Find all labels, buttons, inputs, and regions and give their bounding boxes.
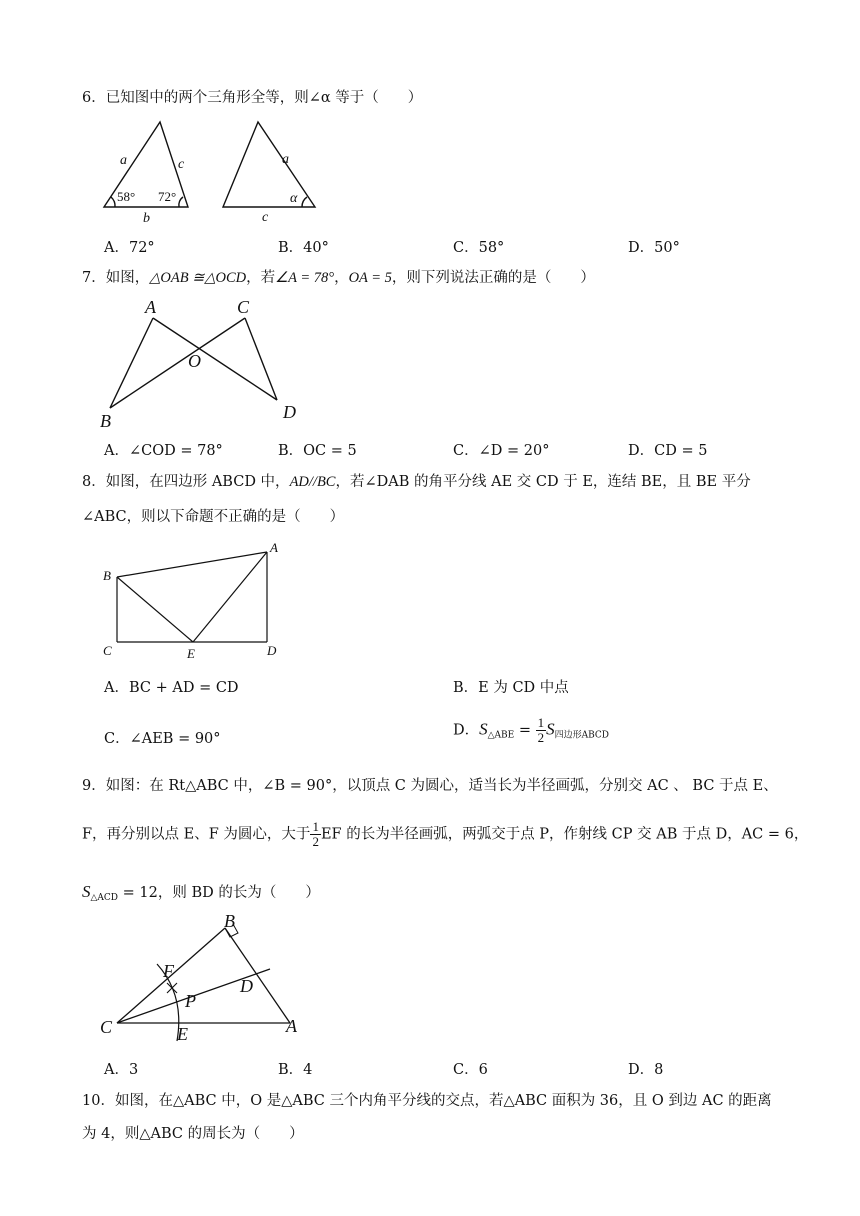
q6-label-c2: c [262, 210, 269, 225]
q6-arc-72 [179, 197, 183, 207]
q9-stem-line2: F，再分别以点 E、F 为圆心，大于 $\frac{1}{2}$ EF 的长为半径画弧，两弧交于点 P，作射线 CP 交 AB 于点 D，AC = 6， [82, 819, 809, 849]
q9-label-b: B [224, 915, 235, 931]
q6-option-a: A．72° [104, 240, 155, 256]
q7-congruence: △OAB ≅△OCD [149, 270, 247, 286]
q6-triangle-right [223, 122, 315, 207]
q9-label-a: A [286, 1016, 297, 1036]
q6-label-a2: a [282, 152, 289, 167]
q6-stem: 6．已知图中的两个三角形全等，则∠α 等于（ ） [82, 90, 423, 106]
q6-arc-58 [111, 197, 115, 207]
q9-label-c: C [100, 1017, 113, 1037]
q9-label-d: D [240, 976, 253, 996]
q7-stem: 7．如图，△OAB ≅△OCD，若∠A = 78°，OA = 5，则下列说法正确的是（ ） [82, 270, 595, 286]
q7-option-c: C．∠D = 20° [453, 443, 550, 459]
q8-option-c: C．∠AEB = 90° [104, 731, 221, 747]
q9-option-b: B．4 [278, 1062, 313, 1078]
q8-label-c: C [103, 643, 112, 658]
q7-option-a: A．∠COD = 78° [104, 443, 223, 459]
q6-label-58: 58° [117, 189, 136, 204]
q8-option-b: B．E 为 CD 中点 [453, 680, 569, 696]
q9-figure [95, 915, 320, 1050]
q6-label-a1: a [120, 153, 127, 168]
q9-stem-line1: 9．如图：在 Rt△ABC 中，∠B = 90°，以顶点 C 为圆心，适当长为半径画弧，分别交 AC 、 BC 于点 E、 [82, 778, 778, 794]
q8-label-b: B [103, 568, 111, 583]
q9-label-e: E [177, 1024, 188, 1044]
q6-label-72: 72° [158, 189, 177, 204]
q6-arc-alpha [302, 197, 307, 207]
q8-stem-line1: 8．如图，在四边形 ABCD 中，AD//BC，若∠DAB 的角平分线 AE 交 CD 于 E，连结 BE，且 BE 平分 [82, 474, 751, 490]
q6-option-d: D．50° [628, 240, 680, 256]
q6-option-c: C．58° [453, 240, 505, 256]
q7-option-d: D．CD = 5 [628, 443, 708, 459]
q7-label-d: D [283, 402, 296, 422]
q7-label-b: B [100, 411, 111, 431]
q7-label-o: O [188, 351, 201, 371]
q6-label-c1: c [178, 157, 185, 172]
q8-figure [95, 538, 295, 663]
q8-stem-line2: ∠ABC，则以下命题不正确的是（ ） [82, 509, 345, 525]
q7-option-b: B．OC = 5 [278, 443, 357, 459]
q8-label-a: A [270, 540, 278, 555]
q9-stem-line3: $S_{\triangle ACD} = 12$，则 BD 的长为（ ） [82, 882, 320, 903]
q10-stem-line1: 10．如图，在△ABC 中，O 是△ABC 三个内角平分线的交点，若△ABC 面积为 36，且 O 到边 AC 的距离 [82, 1093, 772, 1109]
q8-label-d: D [267, 643, 277, 658]
q9-label-p: P [185, 991, 196, 1011]
q7-label-a: A [145, 297, 156, 317]
q8-option-a: A．BC + AD = CD [104, 680, 239, 696]
q8-label-e: E [187, 646, 195, 661]
q8-option-d: D．$S_{\triangle ABE}$ = $\frac{1}{2}$ $S_{四边形ABCD}$ [453, 715, 610, 745]
q9-label-f: F [163, 961, 174, 981]
q6-label-b1: b [143, 211, 150, 225]
q6-label-alpha: α [290, 191, 298, 206]
q7-figure [95, 296, 310, 434]
q6-option-b: B．40° [278, 240, 329, 256]
q6-figure [95, 115, 330, 225]
q9-option-c: C．6 [453, 1062, 488, 1078]
q7-label-c: C [237, 297, 250, 317]
q9-option-d: D．8 [628, 1062, 664, 1078]
q9-option-a: A．3 [104, 1062, 139, 1078]
q10-stem-line2: 为 4，则△ABC 的周长为（ ） [82, 1126, 304, 1142]
